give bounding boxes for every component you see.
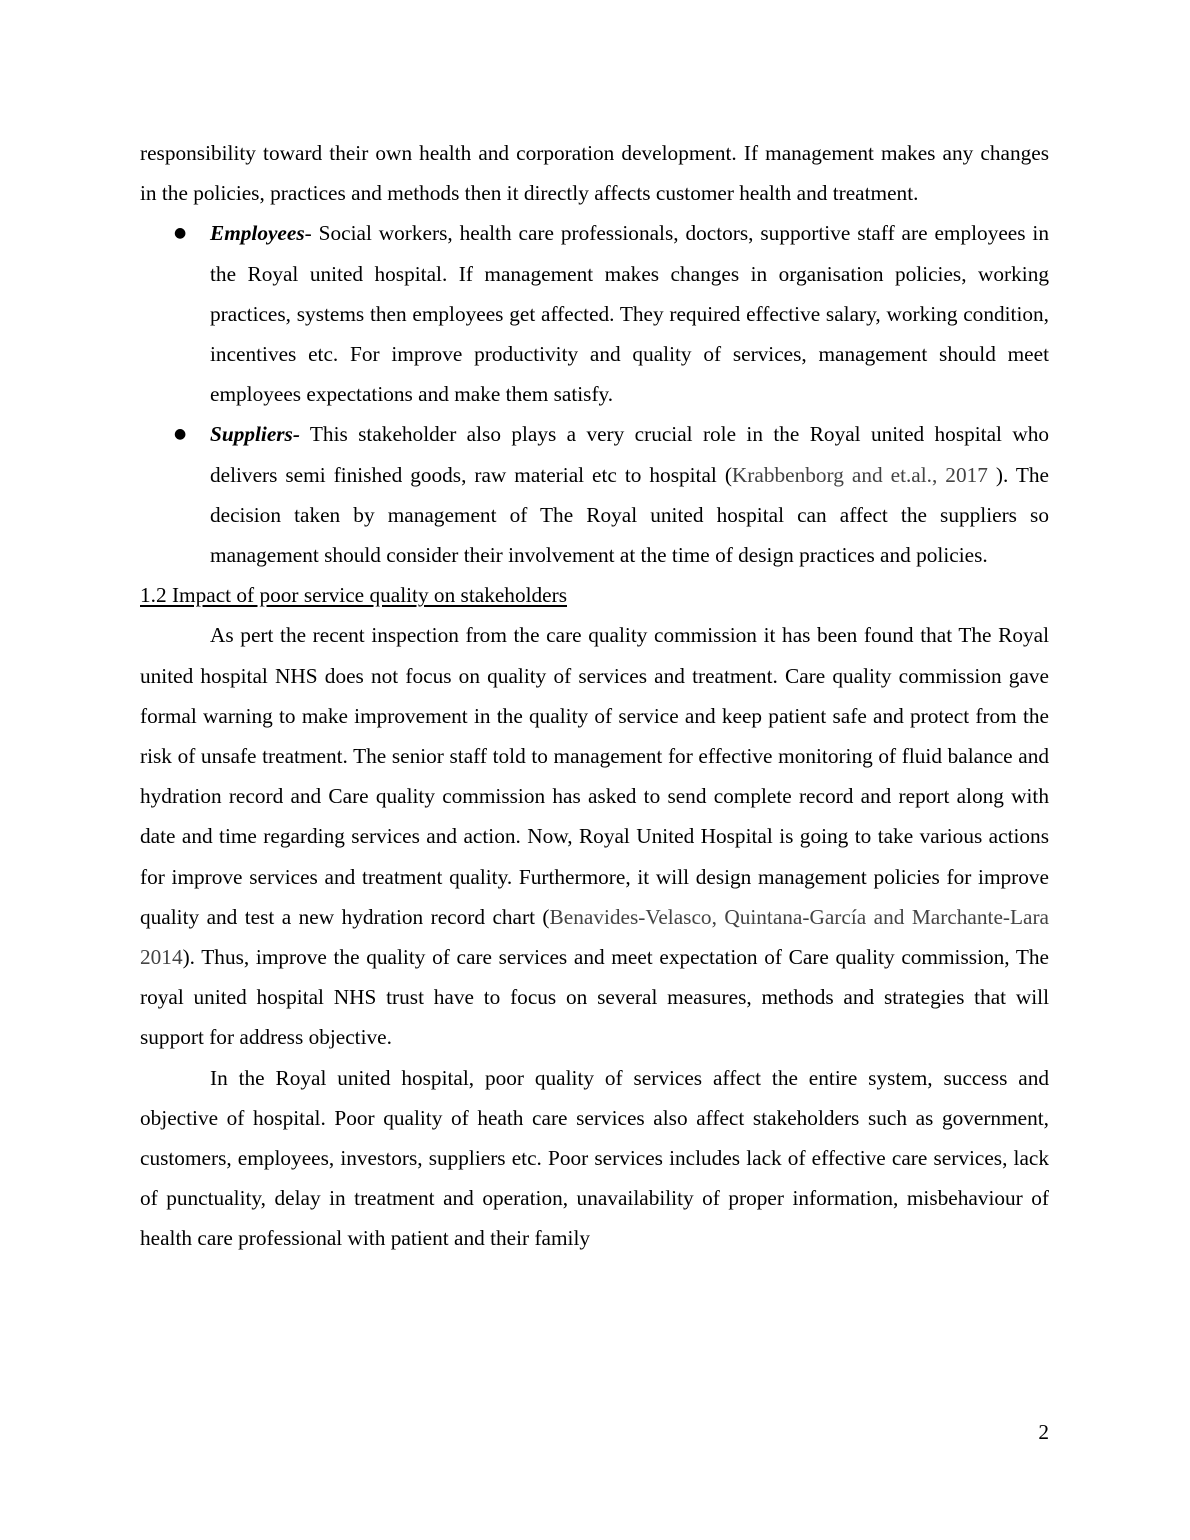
bullet-term: Suppliers xyxy=(210,422,293,447)
bullet-item-suppliers xyxy=(174,414,1050,575)
bullet-text-after-citation: ). The decision taken by management of The Royal united hospital can affect the suppliers so management should consider their involvement at the time of design practices and policies. xyxy=(210,462,1050,568)
intro-continuation-paragraph: responsibility toward their own health and corporation development. If management makes any changes in the policies, practices and methods then it directly affects customer health and treatment. xyxy=(140,141,1049,206)
bullet-term-dash: - xyxy=(304,221,312,246)
document-page xyxy=(140,133,1049,1259)
body-paragraph-2: In the Royal united hospital, poor quality of services affect the entire system, success and objective of hospital. Poor quality of heath care services also affect stakeholders such as government, customers, employees, investors, suppliers etc. Poor services includes lack of effective care services, lack of punctuality, delay in treatment and operation, unavailability of proper information, misbehaviour of health care professional with patient and their family xyxy=(140,1065,1049,1251)
body-paragraph-1 xyxy=(140,615,1049,1057)
page-number: 2 xyxy=(1038,1420,1049,1444)
citation: Benavides-Velasco, Quintana-García and Marchante-Lara 2014 xyxy=(140,904,1049,970)
paragraph-text-after-citation: ). Thus, improve the quality of care services and meet expectation of Care quality commission, The royal united hospital NHS trust have to focus on several measures, methods and strategies that will support for address objective. xyxy=(140,945,1049,1050)
citation: Krabbenborg and et.al., 2017 xyxy=(731,462,996,487)
paragraph-text-before-citation: As pert the recent inspection from the care quality commission it has been found that The Royal united hospital NHS does not focus on quality of services and treatment. Care quality commission gave formal warning to make improvement in the quality of service and keep patient safe and protect from the risk of unsafe treatment. The senior staff told to management for effective monitoring of fluid balance and hydration record and Care quality commission has asked to send complete record and report along with date and time regarding services and action. Now, Royal United Hospital is going to take various actions for improve services and treatment quality. Furthermore, it will design management policies for improve quality and test a new hydration record chart ( xyxy=(140,623,1049,929)
section-heading: 1.2 Impact of poor service quality on stakeholders xyxy=(140,583,567,608)
bullet-text: Social workers, health care professionals, doctors, supportive staff are employees in the Royal united hospital. If management makes changes in organisation policies, working practices, systems then employees get affected. They required effective salary, working condition, incentives etc. For improve productivity and quality of services, management should meet employees expectations and make them satisfy. xyxy=(210,221,1049,407)
bullet-dot-icon: ● xyxy=(174,426,187,443)
bullet-item-employees xyxy=(174,213,1049,414)
bullet-term: Employees xyxy=(210,221,305,246)
bullet-text-before-citation: This stakeholder also plays a very crucial role in the Royal united hospital who delivers semi finished goods, raw material etc to hospital ( xyxy=(210,422,1049,487)
bullet-dot-icon: ● xyxy=(174,225,187,242)
bullet-term-dash: - xyxy=(292,422,300,447)
